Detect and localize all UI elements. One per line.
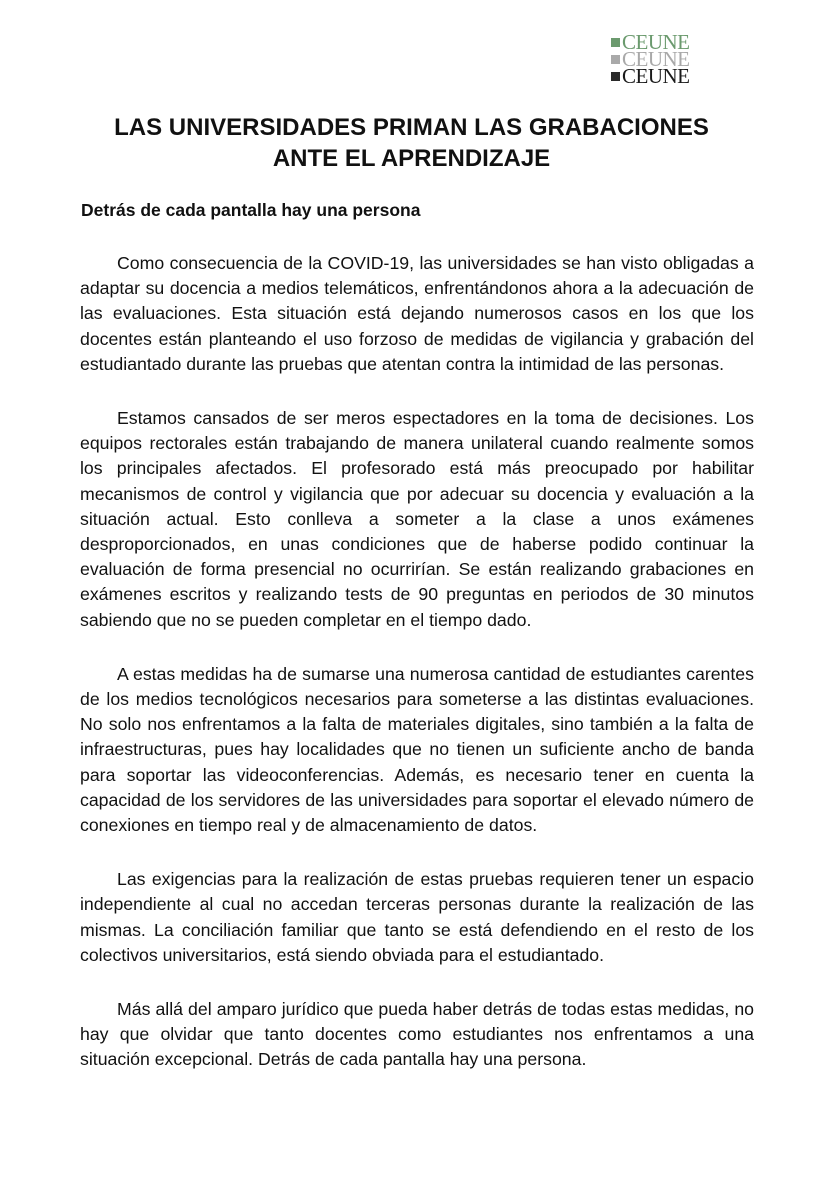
logo-text: CEUNE [622,64,690,88]
document-title [60,112,763,174]
logo-text: CEUNE [622,30,690,54]
title-line-2: ANTE EL APRENDIZAJE [272,145,551,172]
paragraph: A estas medidas ha de sumarse una numerosa cantidad de estudiantes carentes de los medios tecnológicos necesarios para someterse a las distintas evaluaciones. No solo nos enfrentamos a la falta de materiales digitales, sino también a la falta de infraestructuras, pues hay localidades que no tienen un suficiente ancho de banda para soportar las videoconferencias. Además, es necesario tener en cuenta la capacidad de los servidores de las universidades para soportar el elevado número de conexiones en tiempo real y de almacenamiento de datos. [80,663,754,836]
logo-square-icon [611,38,620,47]
paragraph: Como consecuencia de la COVID-19, las universidades se han visto obligadas a adaptar su docencia a medios telemáticos, enfrentándonos ahora a la adecuación de las evaluaciones. Esta situación está dejando numerosos casos en los que los docentes están planteando el uso forzoso de medidas de vigilancia y grabación del estudiantado durante las pruebas que atentan contra la intimidad de las personas. [80,253,754,374]
paragraph: Las exigencias para la realización de estas pruebas requieren tener un espacio independiente al cual no accedan terceras personas durante la realización de las mismas. La conciliación familiar que tanto se está defendiendo en el resto de los colectivos universitarios, está siendo obviada para el estudiantado. [80,869,754,965]
document-subtitle: Detrás de cada pantalla hay una persona [81,200,421,220]
logo-square-icon [611,55,620,64]
ceune-logo [611,30,703,88]
logo-row-dark [611,64,703,88]
paragraph: Estamos cansados de ser meros espectadores en la toma de decisiones. Los equipos rectorales están trabajando de manera unilateral cuando realmente somos los principales afectados. El profesorado está más preocupado por habilitar mecanismos de control y vigilancia que por adecuar su docencia y evaluación a la situación actual. Esto conlleva a someter a la clase a unos exámenes desproporcionados, en unas condiciones que de haberse podido continuar la evaluación de forma presencial no ocurrirían. Se están realizando grabaciones en exámenes escritos y realizando tests de 90 preguntas en periodos de 30 minutos sabiendo que no se pueden completar en el tiempo dado. [80,408,754,630]
paragraph: Más allá del amparo jurídico que pueda haber detrás de todas estas medidas, no hay que olvidar que tanto docentes como estudiantes nos enfrentamos a una situación excepcional. Detrás de cada pantalla hay una persona. [80,999,754,1070]
logo-square-icon [611,72,620,81]
document-body [80,251,754,1102]
logo-text: CEUNE [622,47,690,71]
title-line-1: LAS UNIVERSIDADES PRIMAN LAS GRABACIONES [114,114,709,141]
